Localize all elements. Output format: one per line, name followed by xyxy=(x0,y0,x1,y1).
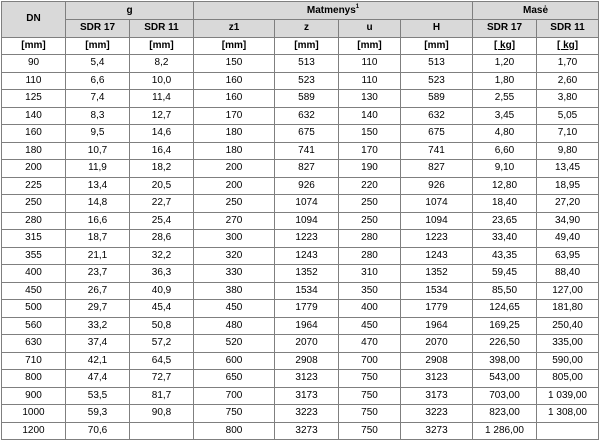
table-cell: 42,1 xyxy=(66,352,130,370)
table-cell: 63,95 xyxy=(537,247,599,265)
table-cell: 543,00 xyxy=(473,370,537,388)
table-cell: 827 xyxy=(401,160,473,178)
header-dn: DN xyxy=(2,2,66,38)
table-cell: 632 xyxy=(401,107,473,125)
table-row xyxy=(2,107,599,125)
header-mase: Masė xyxy=(473,2,599,20)
table-cell: 1094 xyxy=(275,212,339,230)
table-cell: 6,6 xyxy=(66,72,130,90)
unit-cell: [mm] xyxy=(401,37,473,55)
table-cell: 270 xyxy=(194,212,275,230)
table-cell: 1534 xyxy=(275,282,339,300)
table-cell: 1200 xyxy=(2,422,66,440)
table-cell: 450 xyxy=(339,317,401,335)
header-sub: u xyxy=(339,20,401,38)
table-cell: 26,7 xyxy=(66,282,130,300)
table-cell: 560 xyxy=(2,317,66,335)
table-cell: 28,6 xyxy=(130,230,194,248)
table-cell: 160 xyxy=(194,72,275,90)
unit-cell: [mm] xyxy=(2,37,66,55)
header-sub: z1 xyxy=(194,20,275,38)
table-cell: 589 xyxy=(401,90,473,108)
table-cell: 750 xyxy=(339,387,401,405)
table-cell: 350 xyxy=(339,282,401,300)
table-row xyxy=(2,177,599,195)
table-cell: 22,7 xyxy=(130,195,194,213)
table-cell: 750 xyxy=(339,370,401,388)
table-cell: 50,8 xyxy=(130,317,194,335)
table-cell: 750 xyxy=(339,405,401,423)
table-cell: 3123 xyxy=(401,370,473,388)
table-cell: 1,80 xyxy=(473,72,537,90)
table-cell: 190 xyxy=(339,160,401,178)
table-cell: 160 xyxy=(194,90,275,108)
table-cell: 926 xyxy=(275,177,339,195)
table-cell: 3,45 xyxy=(473,107,537,125)
table-cell: 250 xyxy=(339,195,401,213)
table-cell: 7,4 xyxy=(66,90,130,108)
table-cell: 110 xyxy=(2,72,66,90)
table-row xyxy=(2,90,599,108)
table-cell: 1094 xyxy=(401,212,473,230)
table-row xyxy=(2,422,599,440)
table-cell: 703,00 xyxy=(473,387,537,405)
table-row xyxy=(2,195,599,213)
table-cell: 180 xyxy=(2,142,66,160)
table-cell: 170 xyxy=(339,142,401,160)
table-cell: 180 xyxy=(194,125,275,143)
table-cell: 823,00 xyxy=(473,405,537,423)
table-cell: 27,20 xyxy=(537,195,599,213)
table-cell: 355 xyxy=(2,247,66,265)
table-cell xyxy=(537,422,599,440)
table-cell: 18,7 xyxy=(66,230,130,248)
table-cell: 12,7 xyxy=(130,107,194,125)
table-cell: 18,2 xyxy=(130,160,194,178)
table-cell: 32,2 xyxy=(130,247,194,265)
table-cell: 2,55 xyxy=(473,90,537,108)
table-cell: 2908 xyxy=(401,352,473,370)
table-cell: 170 xyxy=(194,107,275,125)
unit-cell: [ kg] xyxy=(537,37,599,55)
table-cell: 800 xyxy=(2,370,66,388)
unit-cell: [mm] xyxy=(66,37,130,55)
table-cell: 1779 xyxy=(401,300,473,318)
table-cell: 14,8 xyxy=(66,195,130,213)
table-cell: 805,00 xyxy=(537,370,599,388)
table-cell: 800 xyxy=(194,422,275,440)
table-cell: 59,3 xyxy=(66,405,130,423)
table-cell: 29,7 xyxy=(66,300,130,318)
table-cell: 520 xyxy=(194,335,275,353)
table-cell: 330 xyxy=(194,265,275,283)
table-row xyxy=(2,405,599,423)
table-cell: 200 xyxy=(194,160,275,178)
table-cell: 1 286,00 xyxy=(473,422,537,440)
table-cell: 280 xyxy=(339,247,401,265)
table-cell: 750 xyxy=(339,422,401,440)
table-cell: 450 xyxy=(2,282,66,300)
table-cell: 21,1 xyxy=(66,247,130,265)
table-cell: 45,4 xyxy=(130,300,194,318)
table-cell: 6,60 xyxy=(473,142,537,160)
table-container xyxy=(1,1,599,440)
table-cell: 320 xyxy=(194,247,275,265)
table-row xyxy=(2,370,599,388)
table-row xyxy=(2,212,599,230)
table-cell: 310 xyxy=(339,265,401,283)
table-row xyxy=(2,55,599,73)
table-cell: 110 xyxy=(339,72,401,90)
table-cell: 400 xyxy=(2,265,66,283)
table-cell: 630 xyxy=(2,335,66,353)
table-cell: 181,80 xyxy=(537,300,599,318)
table-cell: 710 xyxy=(2,352,66,370)
table-cell: 25,4 xyxy=(130,212,194,230)
header-matmenys-label: Matmenys xyxy=(306,4,356,16)
table-row xyxy=(2,125,599,143)
table-body xyxy=(2,55,599,440)
table-cell: 70,6 xyxy=(66,422,130,440)
table-cell: 3223 xyxy=(275,405,339,423)
table-cell: 7,10 xyxy=(537,125,599,143)
table-cell: 9,80 xyxy=(537,142,599,160)
table-cell: 34,90 xyxy=(537,212,599,230)
table-cell: 650 xyxy=(194,370,275,388)
table-cell: 12,80 xyxy=(473,177,537,195)
header-g: g xyxy=(66,2,194,20)
table-cell: 1352 xyxy=(401,265,473,283)
table-cell: 10,0 xyxy=(130,72,194,90)
table-row xyxy=(2,142,599,160)
table-cell: 16,4 xyxy=(130,142,194,160)
table-cell: 23,7 xyxy=(66,265,130,283)
table-cell: 250,40 xyxy=(537,317,599,335)
table-cell: 90,8 xyxy=(130,405,194,423)
table-cell: 10,7 xyxy=(66,142,130,160)
header-sub: z xyxy=(275,20,339,38)
table-cell: 8,3 xyxy=(66,107,130,125)
table-cell: 140 xyxy=(2,107,66,125)
table-cell: 1243 xyxy=(401,247,473,265)
table-cell: 125 xyxy=(2,90,66,108)
table-cell: 1000 xyxy=(2,405,66,423)
table-cell: 2070 xyxy=(275,335,339,353)
table-cell: 1,20 xyxy=(473,55,537,73)
table-cell: 110 xyxy=(339,55,401,73)
table-cell: 1223 xyxy=(275,230,339,248)
table-cell: 300 xyxy=(194,230,275,248)
table-cell: 130 xyxy=(339,90,401,108)
table-cell: 150 xyxy=(339,125,401,143)
table-cell: 827 xyxy=(275,160,339,178)
table-cell: 1 039,00 xyxy=(537,387,599,405)
table-cell: 43,35 xyxy=(473,247,537,265)
table-cell: 20,5 xyxy=(130,177,194,195)
table-cell: 750 xyxy=(194,405,275,423)
unit-cell: [mm] xyxy=(130,37,194,55)
table-cell: 1964 xyxy=(275,317,339,335)
table-cell: 2070 xyxy=(401,335,473,353)
table-cell: 18,40 xyxy=(473,195,537,213)
table-cell: 3273 xyxy=(401,422,473,440)
table-cell: 18,95 xyxy=(537,177,599,195)
table-cell: 741 xyxy=(275,142,339,160)
table-cell: 250 xyxy=(2,195,66,213)
table-cell: 33,40 xyxy=(473,230,537,248)
table-cell: 220 xyxy=(339,177,401,195)
table-row xyxy=(2,160,599,178)
table-cell: 315 xyxy=(2,230,66,248)
table-cell: 81,7 xyxy=(130,387,194,405)
table-cell: 450 xyxy=(194,300,275,318)
unit-cell: [mm] xyxy=(194,37,275,55)
table-cell: 36,3 xyxy=(130,265,194,283)
table-cell: 500 xyxy=(2,300,66,318)
table-cell: 632 xyxy=(275,107,339,125)
table-cell: 4,80 xyxy=(473,125,537,143)
table-cell: 335,00 xyxy=(537,335,599,353)
table-cell: 37,4 xyxy=(66,335,130,353)
table-cell: 380 xyxy=(194,282,275,300)
table-cell: 398,00 xyxy=(473,352,537,370)
table-cell: 33,2 xyxy=(66,317,130,335)
header-row-groups xyxy=(2,2,599,20)
table-cell: 127,00 xyxy=(537,282,599,300)
table-cell: 2908 xyxy=(275,352,339,370)
table-cell: 3123 xyxy=(275,370,339,388)
table-cell: 59,45 xyxy=(473,265,537,283)
header-row-units xyxy=(2,37,599,55)
table-cell: 1074 xyxy=(401,195,473,213)
table-row xyxy=(2,230,599,248)
table-cell: 23,65 xyxy=(473,212,537,230)
table-cell: 11,9 xyxy=(66,160,130,178)
table-cell: 72,7 xyxy=(130,370,194,388)
table-cell: 150 xyxy=(194,55,275,73)
table-cell: 675 xyxy=(275,125,339,143)
table-row xyxy=(2,282,599,300)
table-cell: 16,6 xyxy=(66,212,130,230)
table-cell: 250 xyxy=(194,195,275,213)
table-cell: 513 xyxy=(401,55,473,73)
table-cell: 160 xyxy=(2,125,66,143)
header-matmenys-footnote: 1 xyxy=(355,3,360,10)
table-cell: 600 xyxy=(194,352,275,370)
table-cell: 14,6 xyxy=(130,125,194,143)
table-cell: 741 xyxy=(401,142,473,160)
table-cell: 1 308,00 xyxy=(537,405,599,423)
table-cell: 124,65 xyxy=(473,300,537,318)
table-row xyxy=(2,387,599,405)
table-cell: 700 xyxy=(194,387,275,405)
table-cell: 2,60 xyxy=(537,72,599,90)
table-row xyxy=(2,300,599,318)
table-row xyxy=(2,247,599,265)
table-cell: 1352 xyxy=(275,265,339,283)
table-cell: 590,00 xyxy=(537,352,599,370)
table-cell: 64,5 xyxy=(130,352,194,370)
table-cell: 1243 xyxy=(275,247,339,265)
table-cell: 180 xyxy=(194,142,275,160)
table-cell: 280 xyxy=(2,212,66,230)
table-cell: 3173 xyxy=(275,387,339,405)
table-cell: 250 xyxy=(339,212,401,230)
unit-cell: [mm] xyxy=(339,37,401,55)
table-cell: 8,2 xyxy=(130,55,194,73)
table-cell: 85,50 xyxy=(473,282,537,300)
table-cell: 513 xyxy=(275,55,339,73)
table-cell: 480 xyxy=(194,317,275,335)
table-cell: 1964 xyxy=(401,317,473,335)
table-cell: 3173 xyxy=(401,387,473,405)
table-cell: 3,80 xyxy=(537,90,599,108)
header-sub: H xyxy=(401,20,473,38)
table-cell: 9,10 xyxy=(473,160,537,178)
table-row xyxy=(2,335,599,353)
table-cell: 13,4 xyxy=(66,177,130,195)
table-cell: 5,4 xyxy=(66,55,130,73)
table-cell: 523 xyxy=(401,72,473,90)
header-row-sub xyxy=(2,20,599,38)
table-cell: 1,70 xyxy=(537,55,599,73)
table-cell: 13,45 xyxy=(537,160,599,178)
table-cell: 9,5 xyxy=(66,125,130,143)
table-cell: 11,4 xyxy=(130,90,194,108)
header-sub: SDR 17 xyxy=(66,20,130,38)
table-cell: 470 xyxy=(339,335,401,353)
table-cell: 57,2 xyxy=(130,335,194,353)
header-sub: SDR 11 xyxy=(130,20,194,38)
table-row xyxy=(2,352,599,370)
table-cell: 523 xyxy=(275,72,339,90)
table-row xyxy=(2,265,599,283)
table-cell: 226,50 xyxy=(473,335,537,353)
table-row xyxy=(2,317,599,335)
table-cell: 700 xyxy=(339,352,401,370)
header-sub: SDR 17 xyxy=(473,20,537,38)
table-cell: 140 xyxy=(339,107,401,125)
header-matmenys xyxy=(194,2,473,20)
table-cell: 47,4 xyxy=(66,370,130,388)
table-cell: 1074 xyxy=(275,195,339,213)
table-cell: 926 xyxy=(401,177,473,195)
table-cell: 400 xyxy=(339,300,401,318)
unit-cell: [ kg] xyxy=(473,37,537,55)
header-sub: SDR 11 xyxy=(537,20,599,38)
table-cell: 3223 xyxy=(401,405,473,423)
table-cell: 3273 xyxy=(275,422,339,440)
table-cell: 88,40 xyxy=(537,265,599,283)
table-cell: 49,40 xyxy=(537,230,599,248)
table-cell: 589 xyxy=(275,90,339,108)
table-cell xyxy=(130,422,194,440)
table-cell: 5,05 xyxy=(537,107,599,125)
table-cell: 53,5 xyxy=(66,387,130,405)
table-cell: 200 xyxy=(194,177,275,195)
table-row xyxy=(2,72,599,90)
table-cell: 675 xyxy=(401,125,473,143)
unit-cell: [mm] xyxy=(275,37,339,55)
table-cell: 40,9 xyxy=(130,282,194,300)
table-cell: 90 xyxy=(2,55,66,73)
table-cell: 1223 xyxy=(401,230,473,248)
table-cell: 1534 xyxy=(401,282,473,300)
table-cell: 200 xyxy=(2,160,66,178)
table-cell: 1779 xyxy=(275,300,339,318)
table-cell: 280 xyxy=(339,230,401,248)
dimensions-table xyxy=(1,1,599,440)
table-cell: 169,25 xyxy=(473,317,537,335)
table-cell: 225 xyxy=(2,177,66,195)
table-cell: 900 xyxy=(2,387,66,405)
